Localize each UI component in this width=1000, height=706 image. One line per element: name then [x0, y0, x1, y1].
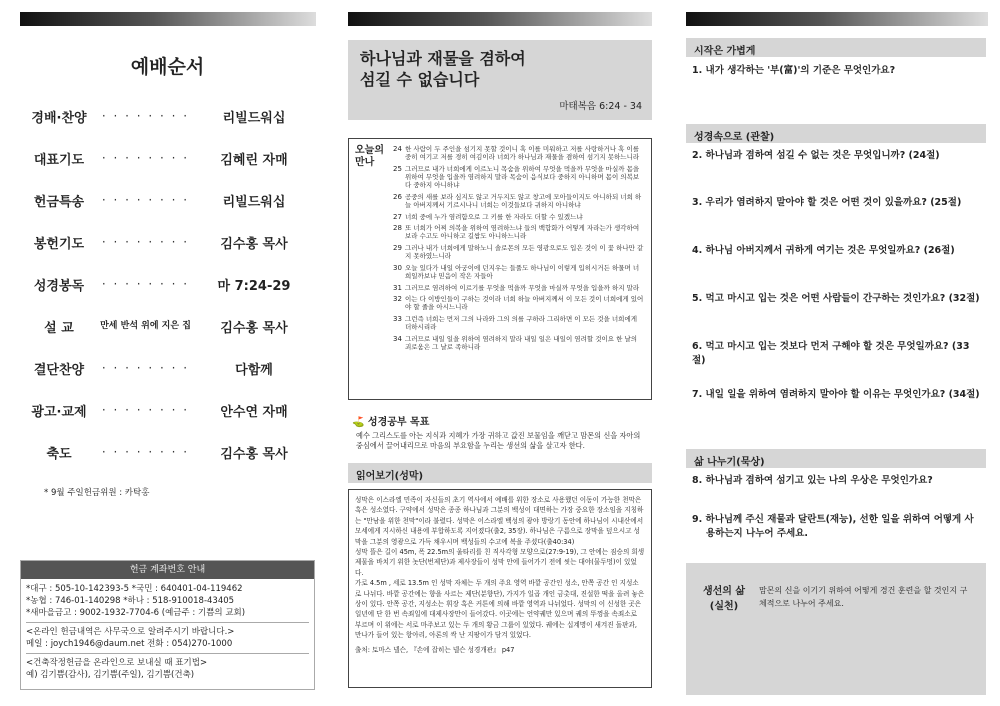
building-offering-notice: <건축작정헌금을 온라인으로 보내실 때 표기법> — [26, 658, 208, 668]
section-header-share: 삶 나누기(묵상) — [686, 449, 986, 468]
section-header-start: 시작은 가볍게 — [686, 38, 986, 57]
study-questions-panel — [686, 0, 986, 706]
verse-number: 29 — [393, 243, 402, 252]
practice-text: 맘몬의 신을 이기기 위하여 어떻게 경건 훈련을 할 것인지 구체적으로 나누어 주세요. — [759, 586, 968, 608]
account-line: *대구 : 505-10-142393-5 *국민 : 640401-04-119462 — [26, 584, 243, 594]
study-goal-title: ⛳ 성경공부 목표 — [352, 417, 430, 428]
sermon-title-box — [348, 40, 652, 120]
divider — [26, 622, 309, 623]
verse — [393, 264, 645, 280]
verse-text: 그러나 내가 너희에게 말하노니 솔로몬의 모든 영광으로도 입은 것이 이 꽃 하나만 같지 못하였느니라 — [405, 243, 644, 261]
verse — [393, 284, 645, 292]
service-item-name: 헌금특송 — [33, 194, 85, 210]
service-row — [20, 395, 315, 425]
reading-paragraph: 성막은 이스라엘 민족이 자신들의 초기 역사에서 예배를 위한 장소로 사용했던 이동이 가능한 천막은 혹은 성소였다. 구약에서 성막은 종종 하나님과 그분의 백성이 대면하는 가장 중요한 장소임을 지칭하는 "만남을 위한 천막"이라 불렸다. 성막은 이스라엘 백성의 광야 방랑기 동안에 하나님이 시내산에서 모세에게 지시하신 내용에 부합하도록 지어졌다(출2, 35장). 하나님은 구름으로 장막을 덮으시고 성막을 그분의 영광으로 가득 채우시며 백성들의 수고에 복을 주셨다(출40:34) — [355, 496, 644, 546]
verse-text: 그러므로 염려하여 이르기를 무엇을 먹을까 무엇을 마실까 무엇을 입을까 하지 말라 — [405, 283, 640, 292]
service-item-leader: 김수홍 목사 — [220, 236, 288, 252]
verse-number: 31 — [393, 283, 402, 292]
sermon-title-line2: 섬길 수 없습니다 — [360, 70, 480, 89]
practice-label: 생선의 삶 (실천) — [702, 586, 746, 612]
scripture-reference: 마태복음 6:24 - 34 — [559, 101, 642, 112]
verse-number: 27 — [393, 212, 402, 221]
verse-number: 32 — [393, 295, 402, 304]
service-item-leader: 리빌드워십 — [222, 194, 286, 210]
bank-account-box — [20, 560, 315, 690]
sermon-panel — [348, 0, 652, 706]
reading-header: 읽어보기(성막) — [348, 463, 652, 483]
reading-paragraph: 가로 4.5m , 세로 13.5m 인 성막 자체는 두 개의 주요 영역 바깥 공간인 성소, 안쪽 공간 인 지성소로 나뉘다. 바깥 공간에는 향을 사르는 제단(분향단), 가지가 일곱 개인 금촛대, 진설한 떡을 올려 놓은 상이 있다. 안쪽 공간, 지성소는 휘장 혹은 커튼에 의해 바깥 영역과 나뉘었다. 성막의 이 신성한 곳은 일년에 단 한 번 속죄일에 대제사장만이 들어갔다. 이곳에는 언약궤만 있으며 궤의 뚜껑을 속죄소로 부르며 이 위에는 서로 마주보고 있는 두 개의 황금 그룹이 있었다. 궤에는 십계명이 새겨진 돌판과, 만나가 들어 있는 항아리, 아론의 싹 난 지팡이가 담겨 있었다. — [355, 579, 645, 640]
service-item-name: 축도 — [46, 446, 72, 462]
service-item-name: 대표기도 — [33, 152, 85, 168]
account-line: *농협 : 746-01-140298 *하나 : 518-910018-43405 — [26, 596, 235, 606]
reading-source: 출처: 토마스 넬슨, 『손에 잡히는 넬슨 성경개관』 p47 — [355, 645, 515, 654]
question-6: 6. 먹고 마시고 입는 것보다 먼저 구해야 할 것은 무엇일까요? (33절) — [692, 341, 970, 366]
service-item-dots: · · · · · · · · — [101, 277, 190, 291]
building-offering-example: 예) 김기쁨(감사), 김기쁨(주일), 김기쁨(건축) — [26, 670, 195, 680]
question-4: 4. 하나님 아버지께서 귀하게 여기는 것은 무엇일까요? (26절) — [692, 245, 955, 256]
service-item-leader: 김수홍 목사 — [220, 446, 288, 462]
sermon-title-short: 만세 반석 위에 지은 집 — [100, 321, 191, 331]
service-item-dots: · · · · · · · · — [101, 403, 190, 417]
service-item-dots: · · · · · · · · — [101, 361, 190, 375]
verse-text: 그런즉 너희는 먼저 그의 나라와 그의 의를 구하라 그리하면 이 모든 것을 너희에게 더하시리라 — [405, 314, 638, 332]
study-goal-text: 예수 그리스도를 아는 지식과 지혜가 가장 귀하고 값진 보물임을 깨닫고 맘몬의 신을 자아의 중심에서 끌어내리므로 마음의 부요함을 누리는 생선의 삶을 살고자 한다. — [356, 431, 641, 450]
question-3: 3. 우리가 염려하지 말아야 할 것은 어떤 것이 있을까요? (25절) — [692, 197, 962, 208]
service-item-leader: 다함께 — [235, 362, 273, 378]
service-item-dots: · · · · · · · · — [101, 151, 190, 165]
today-manna-label: 오늘의 만나 — [355, 145, 384, 168]
verse — [393, 165, 645, 190]
verse — [393, 315, 645, 331]
service-item-leader: 안수연 자매 — [220, 404, 288, 420]
verse-text: 오늘 있다가 내일 아궁이에 던지우는 들풀도 하나님이 이렇게 입히시거든 하물며 너희일까보냐 믿음이 작은 자들아 — [405, 263, 640, 280]
service-row — [20, 143, 315, 173]
service-row — [20, 437, 315, 467]
worship-order-title: 예배순서 — [130, 56, 205, 78]
service-row — [20, 101, 315, 131]
verse — [393, 213, 645, 221]
contact-info: 메일 : joych1946@daum.net 전화 : 054)270-1000 — [26, 639, 233, 649]
service-item-leader: 김수홍 목사 — [220, 320, 288, 336]
question-8: 8. 하나님과 겸하여 섬기고 있는 나의 우상은 무엇인가요? — [692, 475, 933, 486]
service-item-dots: · · · · · · · · — [101, 445, 190, 459]
service-row — [20, 227, 315, 257]
verse-number: 34 — [393, 334, 402, 343]
service-item-name: 광고·교제 — [31, 404, 87, 420]
worship-order-panel — [20, 0, 315, 706]
verse — [393, 244, 645, 260]
verse-text: 너희 중에 누가 염려함으로 그 키를 한 자라도 더할 수 있겠느냐 — [405, 212, 583, 221]
verse-number: 24 — [393, 145, 402, 153]
verse — [393, 193, 645, 209]
verse-number: 25 — [393, 164, 402, 173]
verse-text: 또 너희가 어찌 의복을 위하여 염려하느냐 들의 백합화가 어떻게 자라는가 생각하여 보라 수고도 아니하고 길쌈도 아니하느니라 — [405, 224, 640, 241]
divider — [26, 653, 309, 654]
verse-text: 그러므로 내가 너희에게 이르노니 목숨을 위하여 무엇을 먹을까 무엇을 마실까 몸을 위하여 무엇을 입을까 염려하지 말라 목숨이 음식보다 중하지 아니하며 몸이 의복보다 중하지 아니하냐 — [405, 164, 640, 190]
service-item-name: 봉헌기도 — [33, 236, 85, 252]
sermon-title-line1: 하나님과 재물을 겸하여 — [360, 49, 526, 68]
service-item-name: 경배·찬양 — [31, 110, 87, 126]
service-item-dots: · · · · · · · · — [101, 193, 190, 207]
bank-account-header: 헌금 계좌번호 안내 — [21, 561, 314, 579]
question-1: 1. 내가 생각하는 '부(富)'의 기준은 무엇인가요? — [692, 65, 896, 76]
service-item-name: 결단찬양 — [33, 362, 85, 378]
verse-text: 그러므로 내일 일을 위하여 염려하지 말라 내일 일은 내일이 염려할 것이요 한 날의 괴로움은 그 날로 족하니라 — [405, 334, 638, 351]
service-row — [20, 353, 315, 383]
verse — [393, 335, 645, 351]
verse-text: 공중의 새를 보라 심지도 않고 거두지도 않고 창고에 모아들이지도 아니하되 너희 하늘 아버지께서 기르시나니 너희는 이것들보다 귀하지 아니하냐 — [405, 192, 642, 209]
question-2: 2. 하나님과 겸하여 섬길 수 없는 것은 무엇입니까? (24절) — [692, 150, 940, 161]
reading-paragraph: 성막 뜰은 길이 45m, 폭 22.5m의 울타리를 친 직사각형 모양으로(27:9-19), 그 안에는 짐승의 희생제물을 바치기 위한 놋단(번제단)과 제사장들이 성막 안에 들어가기 전에 씻는 대야(물두멍)이 있었다. — [355, 548, 645, 577]
verse — [393, 224, 645, 240]
verse-text: 이는 다 이방인들이 구하는 것이라 너희 하늘 아버지께서 이 모든 것이 너희에게 있어야 할 줄을 아시느니라 — [405, 295, 644, 312]
service-item-leader: 마 7:24-29 — [217, 278, 291, 294]
service-item-dots: · · · · · · · · — [101, 235, 190, 249]
question-5: 5. 먹고 마시고 입는 것은 어떤 사람들이 간구하는 것인가요? (32절) — [692, 293, 980, 304]
section-header-observe: 성경속으로 (관찰) — [686, 124, 986, 143]
offering-committee-note: * 9월 주일헌금위원 : 카탁홍 — [44, 488, 150, 498]
verse-number: 26 — [393, 192, 402, 201]
reading-box — [348, 489, 652, 688]
scripture-box — [348, 138, 652, 400]
verse-number: 33 — [393, 314, 402, 323]
service-row — [20, 185, 315, 215]
verse-text: 한 사람이 두 주인을 섬기지 못할 것이니 혹 이를 미워하고 저를 사랑하거나 혹 이를 중히 여기고 저를 경히 여김이라 너희가 하나님과 재물을 겸하여 섬기지 못하느니라 — [405, 145, 640, 162]
account-line: *새마을금고 : 9002-1932-7704-6 (예금주 : 기쁨의 교회) — [26, 608, 246, 618]
verse — [393, 295, 645, 311]
practice-box — [686, 563, 986, 695]
verse — [393, 145, 645, 161]
verse-number: 30 — [393, 263, 402, 272]
question-7: 7. 내일 일을 위하여 염려하지 말아야 할 이유는 무엇인가요? (34절) — [692, 389, 980, 400]
service-item-name: 성경봉독 — [33, 278, 85, 294]
question-9: 9. 하나님께 주신 재물과 달란트(재능), 선한 일을 위하여 어떻게 사용하는지 나누어 주세요. — [692, 514, 974, 539]
service-item-name: 설 교 — [44, 320, 74, 336]
service-row — [20, 269, 315, 299]
service-item-leader: 리빌드워십 — [222, 110, 286, 126]
verse-number: 28 — [393, 224, 402, 233]
service-item-dots: · · · · · · · · — [101, 109, 190, 123]
service-item-leader: 김혜린 자매 — [220, 152, 288, 168]
service-row — [20, 311, 315, 341]
online-offering-notice: <온라인 헌금내역은 사무국으로 알려주시기 바랍니다.> — [26, 627, 235, 637]
